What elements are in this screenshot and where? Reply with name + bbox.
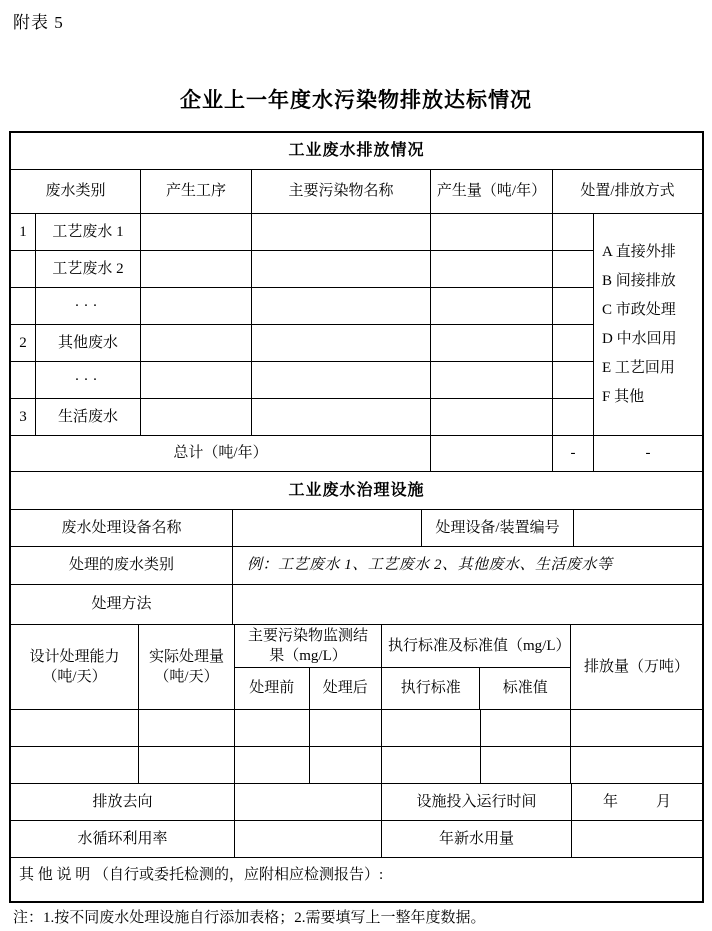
section2-title-row xyxy=(11,472,702,510)
total-amount-cell xyxy=(431,436,553,471)
disposal-code-cell xyxy=(553,325,594,362)
amount-cell xyxy=(431,325,553,361)
new-water-cell xyxy=(572,821,702,857)
after-cell xyxy=(310,747,382,783)
remark-row xyxy=(11,858,702,901)
amount-cell xyxy=(431,288,553,324)
legend-item-direct: A 直接外排 xyxy=(602,243,676,260)
header-design-capacity: 设计处理能力（吨/天） xyxy=(11,625,139,709)
page-title: 企业上一年度水污染物排放达标情况 xyxy=(180,88,532,112)
header-production-process: 产生工序 xyxy=(141,170,252,213)
process-cell xyxy=(141,251,252,287)
header-actual-amount: 实际处理量（吨/天） xyxy=(139,625,235,709)
total-label: 总计（吨/年） xyxy=(11,436,431,471)
section1-header-row xyxy=(11,170,702,214)
discharge-volume-cell xyxy=(571,710,702,746)
destination-cell xyxy=(235,784,382,820)
monitor-header-row xyxy=(11,625,702,710)
design-capacity-cell xyxy=(11,747,139,783)
disposal-legend xyxy=(594,214,702,436)
header-standard: 执行标准 xyxy=(382,668,480,709)
row-number xyxy=(11,251,36,287)
section1-title-row xyxy=(11,133,702,170)
legend-item-indirect: B 间接排放 xyxy=(602,272,676,289)
disposal-code-cell xyxy=(553,214,594,251)
run-time-cell xyxy=(572,784,702,820)
legend-item-other: F 其他 xyxy=(602,388,645,405)
equipment-id-cell xyxy=(574,510,702,546)
standard-cell xyxy=(382,747,481,783)
legend-item-reclaimed: D 中水回用 xyxy=(602,330,677,347)
before-cell xyxy=(235,747,310,783)
row-number xyxy=(11,288,36,324)
header-production-amount: 产生量（吨/年） xyxy=(431,170,553,213)
row-ellipsis-1 xyxy=(11,288,553,325)
row-ellipsis-2 xyxy=(11,362,553,399)
method-cell xyxy=(233,585,702,624)
header-discharge-volume: 排放量（万吨） xyxy=(583,658,689,675)
equipment-name-label: 废水处理设备名称 xyxy=(11,510,233,546)
header-standard-value: 标准值 xyxy=(502,680,548,697)
standard-value-cell xyxy=(481,747,571,783)
header-main-pollutants: 主要污染物名称 xyxy=(252,170,431,213)
disposal-code-column xyxy=(553,214,594,436)
row-other-wastewater xyxy=(11,325,553,362)
recycle-rate-cell xyxy=(235,821,382,857)
new-water-label: 年新水用量 xyxy=(382,821,572,857)
actual-amount-cell xyxy=(139,710,235,746)
wastewater-name: ··· xyxy=(36,362,141,398)
header-disposal-method: 处置/排放方式 xyxy=(580,183,675,200)
process-cell xyxy=(141,399,252,435)
standard-cell xyxy=(382,710,481,746)
run-time-label: 设施投入运行时间 xyxy=(382,784,572,820)
disposal-code-cell xyxy=(553,399,594,436)
pollutants-cell xyxy=(252,288,431,324)
footnote: 注：1.按不同废水处理设施自行添加表格；2.需要填写上一整年度数据。 xyxy=(13,910,486,926)
method-label: 处理方法 xyxy=(11,585,233,624)
design-capacity-cell xyxy=(11,710,139,746)
row-domestic-wastewater xyxy=(11,399,553,436)
treated-category-example: 例：工艺废水 1、工艺废水 2、其他废水、生活废水等 xyxy=(247,557,613,574)
row-process-wastewater-1 xyxy=(11,214,553,251)
recycle-row xyxy=(11,821,702,858)
row-number: 2 xyxy=(11,325,36,361)
remark-label: 其 他 说 明 （自行或委托检测的，应附相应检测报告）: xyxy=(19,867,384,883)
pollutants-cell xyxy=(252,362,431,398)
row-process-wastewater-2 xyxy=(11,251,553,288)
process-cell xyxy=(141,362,252,398)
pollutants-cell xyxy=(252,251,431,287)
row-number: 3 xyxy=(11,399,36,435)
after-cell xyxy=(310,710,382,746)
recycle-rate-label: 水循环利用率 xyxy=(11,821,235,857)
process-cell xyxy=(141,288,252,324)
discharge-volume-cell xyxy=(571,747,702,783)
treated-category-row xyxy=(11,547,702,585)
pollutants-cell xyxy=(252,214,431,250)
equipment-name-cell xyxy=(233,510,422,546)
section1-title: 工业废水排放情况 xyxy=(288,142,425,160)
amount-cell xyxy=(431,362,553,398)
year-label: 年 xyxy=(602,793,618,810)
treated-category-label: 处理的废水类别 xyxy=(11,547,233,584)
wastewater-name: 生活废水 xyxy=(36,399,141,435)
main-form-table xyxy=(9,131,704,903)
process-cell xyxy=(141,325,252,361)
wastewater-name: 其他废水 xyxy=(36,325,141,361)
monitor-result-group xyxy=(235,625,382,709)
total-disposal-dash: - xyxy=(553,436,594,471)
wastewater-name: 工艺废水 2 xyxy=(36,251,141,287)
disposal-code-cell xyxy=(553,362,594,399)
pollutants-cell xyxy=(252,399,431,435)
standard-group xyxy=(382,625,571,709)
wastewater-name: 工艺废水 1 xyxy=(36,214,141,250)
row-number: 1 xyxy=(11,214,36,250)
amount-cell xyxy=(431,214,553,250)
legend-item-process-reuse: E 工艺回用 xyxy=(602,359,675,376)
actual-amount-cell xyxy=(139,747,235,783)
destination-row xyxy=(11,784,702,821)
disposal-code-cell xyxy=(553,288,594,325)
method-row xyxy=(11,585,702,625)
equipment-id-label: 处理设备/装置编号 xyxy=(422,510,574,546)
process-cell xyxy=(141,214,252,250)
equipment-row xyxy=(11,510,702,547)
header-monitor-result: 主要污染物监测结果（mg/L） xyxy=(235,625,381,668)
month-label: 月 xyxy=(656,793,672,810)
destination-label: 排放去向 xyxy=(11,784,235,820)
wastewater-name: ··· xyxy=(36,288,141,324)
monitor-data-row xyxy=(11,710,702,747)
pollutants-cell xyxy=(252,325,431,361)
before-cell xyxy=(235,710,310,746)
amount-cell xyxy=(431,251,553,287)
header-wastewater-category: 废水类别 xyxy=(11,170,141,213)
section1-body xyxy=(11,214,702,436)
row-number xyxy=(11,362,36,398)
legend-item-municipal: C 市政处理 xyxy=(602,301,676,318)
total-disposal-dash: - xyxy=(645,445,651,462)
standard-value-cell xyxy=(481,710,571,746)
amount-cell xyxy=(431,399,553,435)
attachment-label: 附表 5 xyxy=(13,13,64,32)
header-standard-group: 执行标准及标准值（mg/L） xyxy=(382,625,570,668)
total-row xyxy=(11,436,702,472)
disposal-code-cell xyxy=(553,251,594,288)
monitor-data-row xyxy=(11,747,702,784)
section2-title: 工业废水治理设施 xyxy=(288,481,425,499)
header-before-treatment: 处理前 xyxy=(235,668,310,709)
header-after-treatment: 处理后 xyxy=(322,680,368,697)
